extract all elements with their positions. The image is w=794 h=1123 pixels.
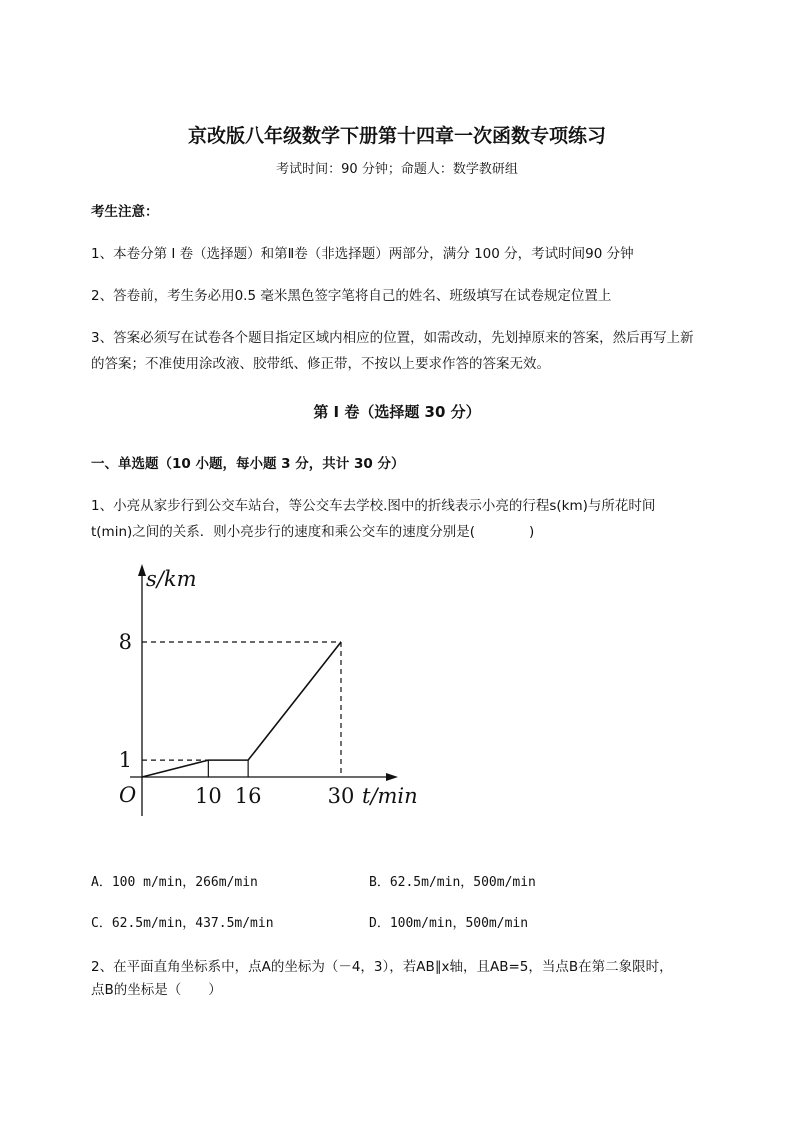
y-axis-arrow	[138, 564, 146, 576]
x-axis-label: t/min	[362, 784, 418, 808]
part-heading: 一、单选题（10 小题，每小题 3 分，共计 30 分）	[91, 456, 405, 472]
notice-item-3: 3、答案必须写在试卷各个题目指定区域内相应的位置，如需改动，先划掉原来的答案，然后再写上新	[91, 330, 694, 346]
series-line	[142, 642, 341, 777]
y-tick-label-1: 1	[118, 748, 132, 773]
question-1-text-cont: t(min)之间的关系．则小亮步行的速度和乘公交车的速度分别是( )	[91, 524, 535, 540]
notice-item-2: 2、答卷前，考生务必用0.5 毫米黑色签字笔将自己的姓名、班级填写在试卷规定位置上	[91, 288, 612, 304]
distance-time-graph	[100, 560, 430, 830]
x-tick-label-30: 30	[327, 784, 355, 808]
x-tick-label-10: 10	[194, 784, 222, 808]
x-axis-arrow	[386, 773, 398, 781]
y-tick-label-8: 8	[118, 630, 132, 654]
option-c[interactable]: C．62.5m/min，437.5m/min	[91, 916, 274, 931]
page-title: 京改版八年级数学下册第十四章一次函数专项练习	[187, 125, 606, 147]
notice-item-3-cont: 的答案；不准使用涂改液、胶带纸、修正带，不按以上要求作答的答案无效。	[91, 356, 550, 372]
question-2-text-cont: 点B的坐标是（ ）	[91, 982, 222, 998]
option-d[interactable]: D．100m/min，500m/min	[369, 916, 529, 931]
tick-marks	[208, 760, 248, 777]
origin-label: O	[119, 783, 137, 807]
y-axis-label: s/km	[146, 567, 197, 591]
section-title: 第 I 卷（选择题 30 分）	[313, 403, 481, 421]
x-tick-label-16: 16	[234, 784, 262, 808]
option-b[interactable]: B．62.5m/min，500m/min	[369, 875, 536, 890]
guide-lines	[142, 642, 341, 777]
question-1-text: 1、小亮从家步行到公交车站台，等公交车去学校.图中的折线表示小亮的行程s(km)与所花时间	[91, 498, 656, 514]
option-a[interactable]: A．100 m/min，266m/min	[91, 875, 258, 890]
graph-axes	[130, 564, 398, 816]
question-2-text: 2、在平面直角坐标系中，点A的坐标为（－4，3），若AB∥x轴，且AB=5，当点B在第二象限时，	[91, 959, 673, 975]
notice-item-1: 1、本卷分第 I 卷（选择题）和第Ⅱ卷（非选择题）两部分，满分 100 分，考试时间90 分钟	[91, 246, 634, 262]
notice-heading: 考生注意：	[91, 204, 159, 220]
exam-subtitle: 考试时间：90 分钟；命题人：数学教研组	[276, 162, 518, 177]
